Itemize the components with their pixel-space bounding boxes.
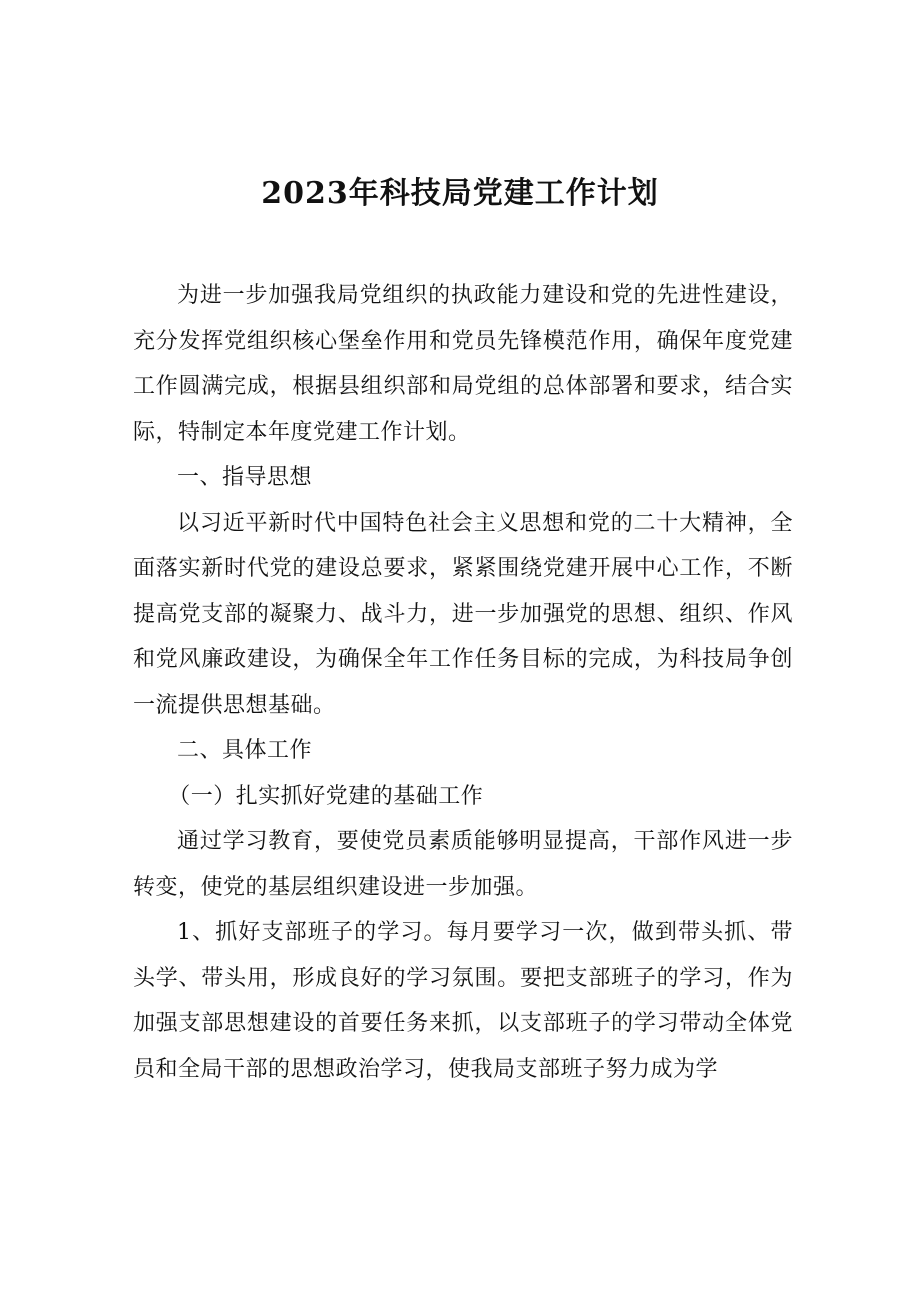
- section-heading-guiding-ideology: 一、指导思想: [177, 465, 313, 490]
- subsection-heading-basic-work: （一）扎实抓好党建的基础工作: [168, 783, 484, 809]
- intro-paragraph: 为进一步加强我局党组织的执政能力建设和党的先进性建设，充分发挥党组织核心堡垒作用和党员先锋模范作用，确保年度党建工作圆满完成，根据县组织部和局党组的总体部署和要求，结合实际，特制定本年度党建工作计划。: [133, 283, 793, 445]
- guiding-ideology-paragraph: 以习近平新时代中国特色社会主义思想和党的二十大精神，全面落实新时代党的建设总要求，紧紧围绕党建开展中心工作，不断提高党支部的凝聚力、战斗力，进一步加强党的思想、组织、作风和党风廉政建设，为确保全年工作任务目标的完成，为科技局争创一流提供思想基础。: [133, 510, 793, 718]
- document-title: 2023年科技局党建工作计划: [261, 176, 659, 211]
- basic-work-paragraph: 通过学习教育，要使党员素质能够明显提高，干部作风进一步转变，使党的基层组织建设进一步加强。: [133, 829, 793, 900]
- item-1-paragraph: 1、抓好支部班子的学习。每月要学习一次，做到带头抓、带头学、带头用，形成良好的学习氛围。要把支部班子的学习，作为加强支部思想建设的首要任务来抓，以支部班子的学习带动全体党员和全局干部的思想政治学习，使我局支部班子努力成为学: [133, 920, 793, 1082]
- document-body: [133, 273, 793, 1092]
- section-heading-specific-work: 二、具体工作: [177, 738, 313, 763]
